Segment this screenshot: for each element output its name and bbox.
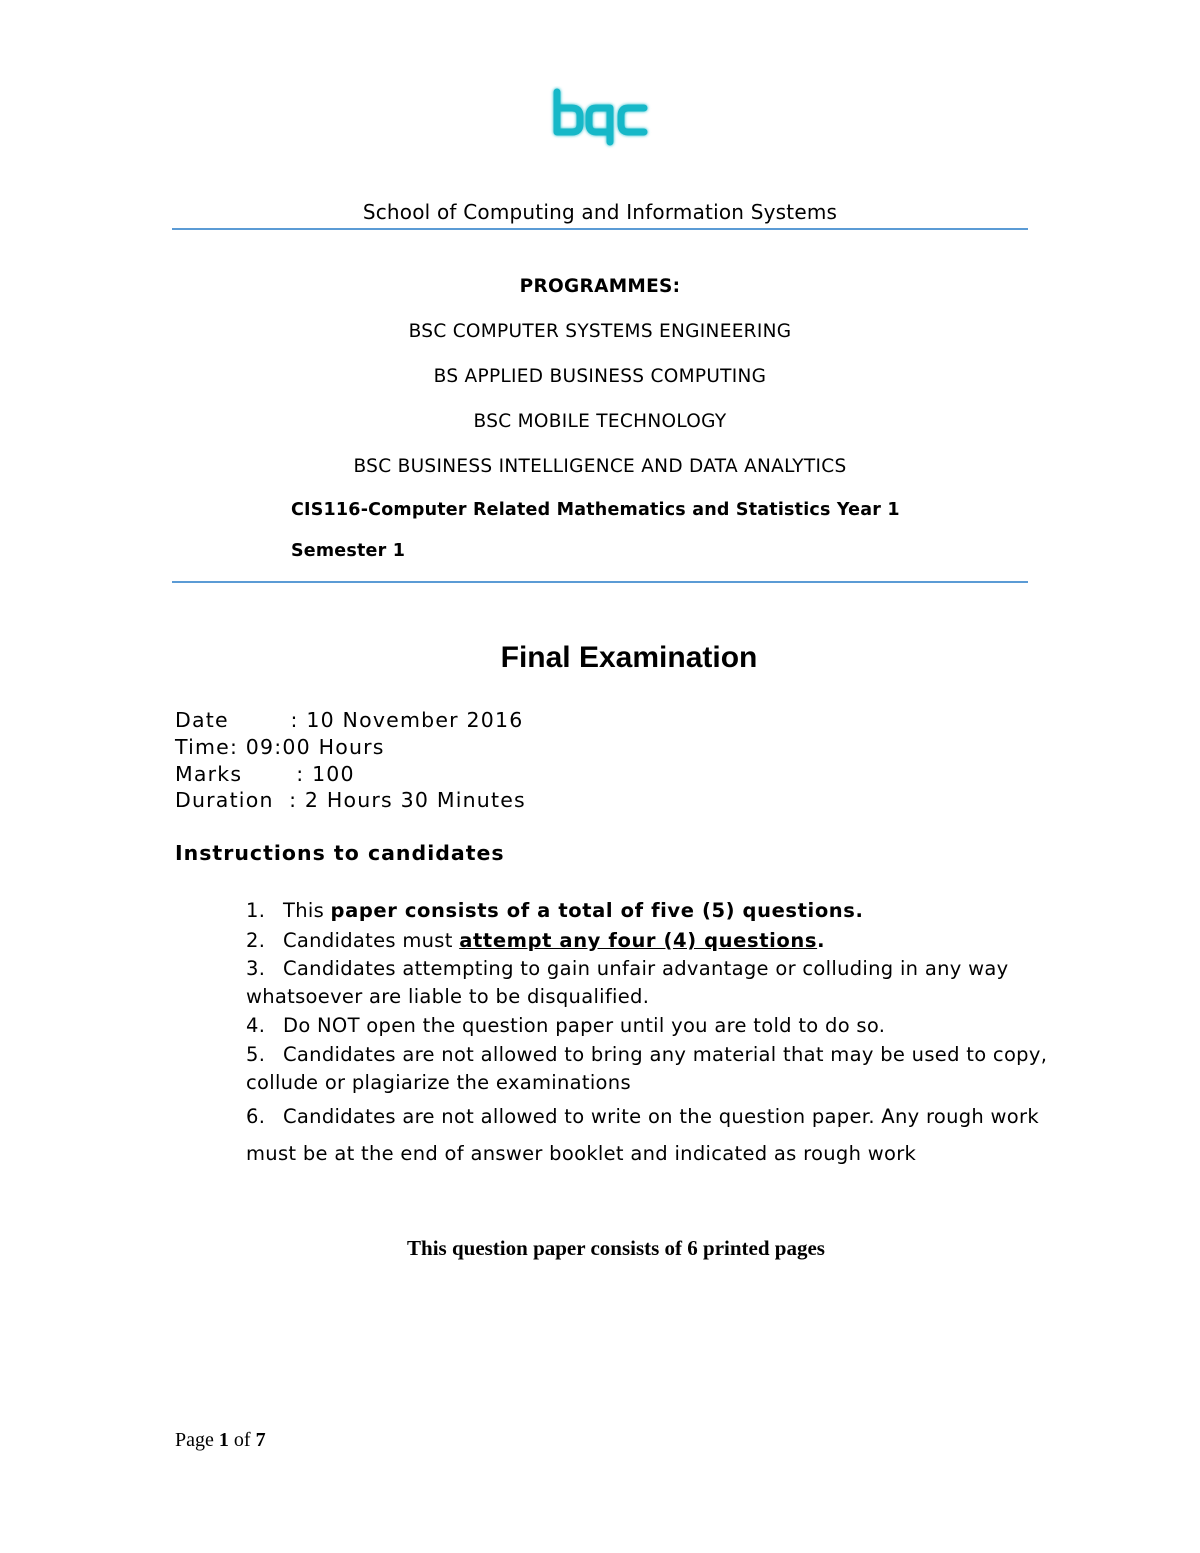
exam-marks: Marks : 100 [175,762,355,786]
exam-date: Date : 10 November 2016 [175,708,524,732]
page-number [175,1429,266,1452]
instruction-item [246,1098,1076,1172]
instruction-item [246,927,1076,955]
instruction-number: 2. [246,929,266,952]
programme-item: BSC BUSINESS INTELLIGENCE AND DATA ANALYTICS [353,456,847,477]
instruction-number: 4. [246,1014,266,1037]
instruction-text: Candidates attempting to gain unfair advantage or colluding in any way whatsoever are liable to be disqualified. [246,957,1009,1008]
header-top-rule [172,228,1028,230]
course-title: CIS116-Computer Related Mathematics and Statistics Year 1 [291,500,900,520]
instruction-text: Do NOT open the question paper until you are told to do so. [283,1014,886,1037]
page-total: 7 [255,1429,266,1451]
programme-item: BSC COMPUTER SYSTEMS ENGINEERING [408,321,792,342]
instructions-heading: Instructions to candidates [175,841,505,865]
instruction-emphasis: paper consists of a total of five (5) questions. [330,899,864,922]
instruction-number: 5. [246,1043,266,1066]
instruction-text-end: . [817,929,826,952]
semester: Semester 1 [291,541,406,561]
instruction-emphasis: attempt any four (4) questions [459,929,818,952]
instruction-number: 6. [246,1105,266,1128]
programme-item: BS APPLIED BUSINESS COMPUTING [433,366,767,387]
page-prefix: Page [175,1429,219,1451]
instruction-number: 3. [246,957,266,980]
page-current: 1 [218,1429,229,1451]
page-count-note: This question paper consists of 6 printed pages [407,1236,825,1260]
header-bottom-rule [172,581,1028,583]
instruction-text: Candidates are not allowed to write on the question paper. Any rough work must be at the end of answer booklet and indicated as rough work [246,1105,1039,1165]
exam-duration: Duration : 2 Hours 30 Minutes [175,788,526,812]
programmes-label: PROGRAMMES: [519,276,681,297]
instruction-item [246,955,1076,1011]
instruction-text: Candidates are not allowed to bring any material that may be used to copy, collude or plagiarize the examinations [246,1043,1048,1094]
instruction-text: This [283,899,331,922]
programme-item: BSC MOBILE TECHNOLOGY [473,411,727,432]
instruction-item [246,1041,1076,1097]
bqc-logo-icon [548,86,652,150]
instruction-text: Candidates must [283,929,460,952]
instruction-item [246,897,1076,925]
bqc-logo [548,86,652,150]
instruction-number: 1. [246,899,266,922]
school-name: School of Computing and Information Systems [362,200,838,224]
exam-time: Time: 09:00 Hours [175,735,385,759]
instruction-item [246,1012,1076,1040]
exam-title: Final Examination [500,641,758,674]
page-mid: of [228,1429,256,1451]
